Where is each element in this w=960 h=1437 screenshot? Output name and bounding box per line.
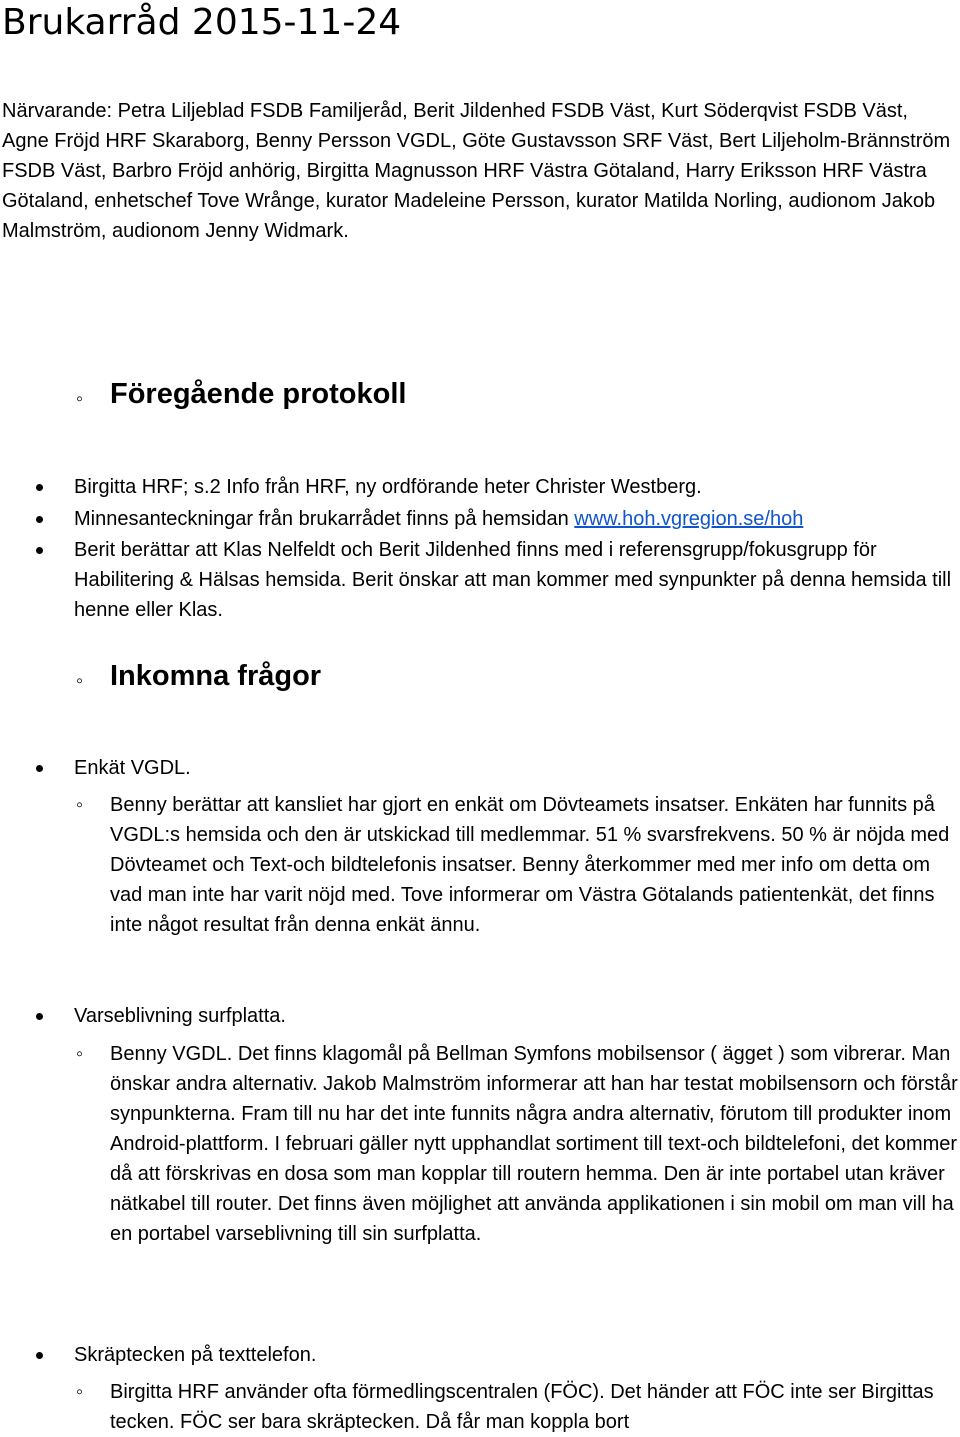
section-heading-text: Föregående protokoll (110, 378, 407, 410)
sub-list-item-text: Birgitta HRF använder ofta förmedlingscentralen (FÖC). Det händer att FÖC inte ser Birgittas tecken. FÖC ser bara skräptecken. Då får man koppla bort (110, 1381, 934, 1433)
list-item (74, 535, 958, 625)
sub-list-item (76, 1377, 958, 1437)
bullet-dot-icon (36, 516, 43, 523)
sub-list-item (76, 1039, 958, 1249)
list-item-text: Berit berättar att Klas Nelfeldt och Berit Jildenhed finns med i referensgrupp/fokusgrupp för Habilitering & Hälsas hemsida. Berit önskar att man kommer med synpunkter på denna hemsida till henne eller Klas. (74, 539, 952, 621)
sub-list-item-text: Benny VGDL. Det finns klagomål på Bellman Symfons mobilsensor ( ägget ) som vibrerar. Man önskar andra alternativ. Jakob Malmström informerar att han har testat mobilsensorn och förstår synpunkterna. Fram till nu har det inte funnits några andra alternativ, förutom till produkter inom Android-plattform. I februari gäller nytt upphandlat sortiment till text-och bildtelefoni, det kommer då att förskrivas en dosa som man kopplar till routern hemma. Den är inte portabel utan kräver nätkabel till router. Det finns även möjlighet att använda applikationen i sin mobil om man vill ha en portabel varseblivning till sin surfplatta. (110, 1043, 958, 1245)
bullet-dot-icon (36, 765, 43, 772)
document-title: Brukarråd 2015-11-24 (2, 2, 402, 43)
list-item (74, 753, 958, 783)
attendees-paragraph: Närvarande: Petra Liljeblad FSDB Familjeråd, Berit Jildenhed FSDB Väst, Kurt Söderqvist FSDB Väst, Agne Fröjd HRF Skaraborg, Benny Persson VGDL, Göte Gustavsson SRF Väst, Bert Liljeholm-Brännström FSDB Väst, Barbro Fröjd anhörig, Birgitta Magnusson HRF Västra Götaland, Harry Eriksson HRF Västra Götaland, enhetschef Tove Wrånge, kurator Madeleine Persson, kurator Matilda Norling, audionom Jakob Malmström, audionom Jenny Widmark. (2, 100, 951, 242)
hollow-circle-bullet-icon: ◦ (76, 1043, 84, 1065)
list-item (74, 1001, 958, 1031)
list-item-text: Skräptecken på texttelefon. (74, 1344, 317, 1366)
section-heading-text: Inkomna frågor (110, 660, 322, 692)
hollow-circle-bullet-icon: ◦ (76, 1381, 84, 1403)
list-item-text: Minnesanteckningar från brukarrådet finns på hemsidan (74, 508, 575, 530)
bullet-dot-icon (36, 1352, 43, 1359)
hollow-circle-bullet-icon: ◦ (76, 670, 84, 692)
list-item (74, 504, 958, 534)
list-item (74, 1340, 958, 1370)
hollow-circle-bullet-icon: ◦ (76, 794, 84, 816)
bullet-dot-icon (36, 547, 43, 554)
sub-list-item-text: Benny berättar att kansliet har gjort en enkät om Dövteamets insatser. Enkäten har funnits på VGDL:s hemsida och den är utskickad till medlemmar. 51 % svarsfrekvens. 50 % är nöjda med Dövteamet och Text-och bildtelefonis insatser. Benny återkommer med mer info om detta om vad man inte har varit nöjd med. Tove informerar om Västra Götalands patientenkät, det finns inte något resultat från denna enkät ännu. (110, 794, 950, 936)
list-item-text: Enkät VGDL. (74, 757, 191, 779)
list-item-text: Varseblivning surfplatta. (74, 1005, 286, 1027)
list-item (74, 472, 958, 502)
website-link[interactable]: www.hoh.vgregion.se/hoh (574, 508, 804, 530)
list-item-text: Birgitta HRF; s.2 Info från HRF, ny ordförande heter Christer Westberg. (74, 476, 702, 498)
bullet-dot-icon (36, 484, 43, 491)
sub-list-item (76, 790, 958, 940)
hollow-circle-bullet-icon: ◦ (76, 388, 84, 410)
bullet-dot-icon (36, 1013, 43, 1020)
